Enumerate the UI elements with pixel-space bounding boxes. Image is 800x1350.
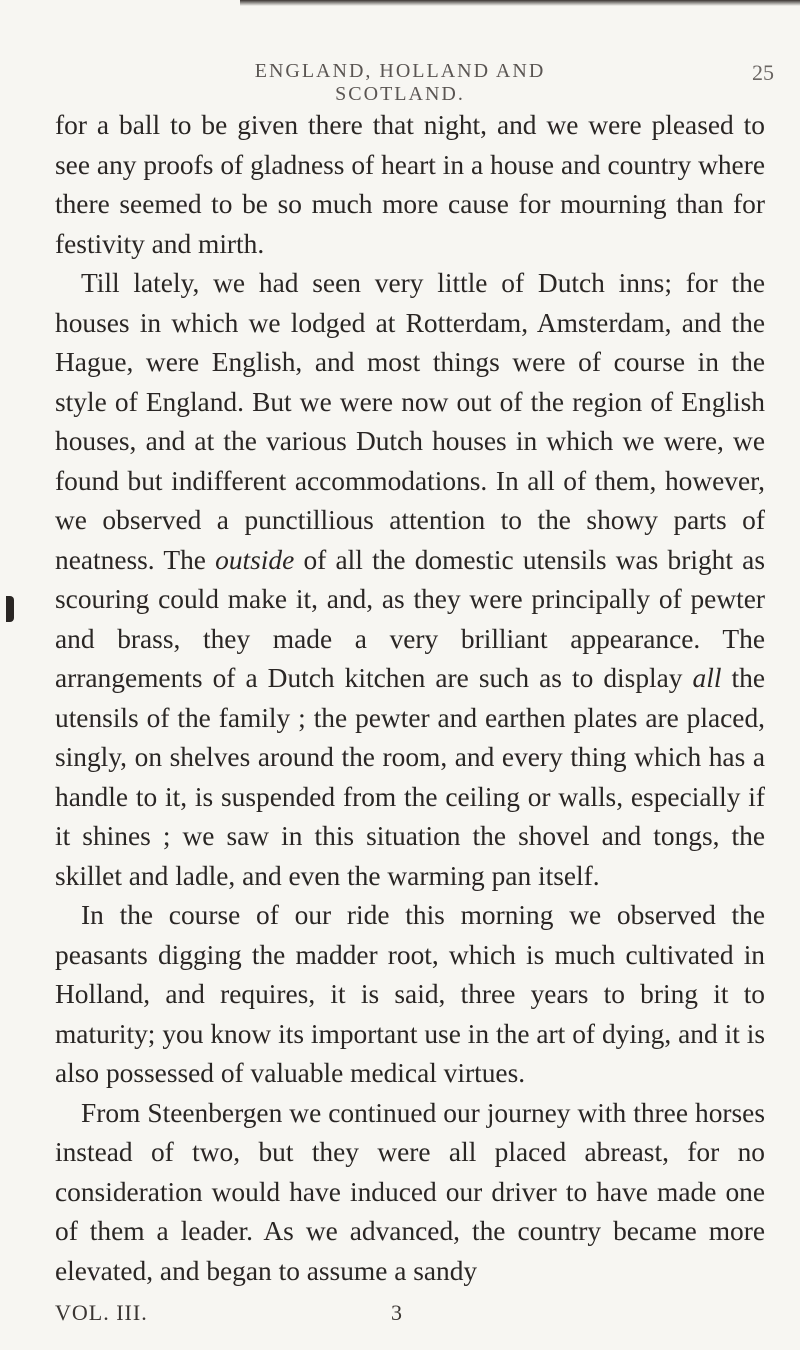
volume-label: VOL. III.	[55, 1300, 148, 1325]
signature-mark: 3	[391, 1300, 403, 1325]
page-footer	[55, 1300, 765, 1330]
italic-text-span: all	[692, 663, 722, 693]
text-span: of all the domestic utensils was bright as scouring could make it, and, as they were principally of pewter and brass, they made a very brilliant appearance. The arrangements of a Dutch kitchen are such as to display	[55, 544, 765, 693]
scan-artifact-mark	[6, 596, 14, 622]
italic-text-span: outside	[215, 544, 295, 575]
paragraph	[55, 264, 765, 896]
body-text	[55, 106, 765, 1291]
text-span: Till lately, we had seen very little of Dutch inns; for the houses in which we lodged at Rotterdam, Amsterdam, and the Hague, were English, and most things were of course in the style of England. But we were now out of the region of English houses, and at the various Dutch houses in which we were, we found but indifferent accommodations. In all of them, however, we observed a punctillious attention to the showy parts of neatness. The	[55, 268, 765, 575]
paragraph	[55, 896, 765, 1094]
paragraph	[55, 1094, 765, 1292]
paragraph	[55, 106, 765, 264]
text-span: the utensils of the family ; the pewter and earthen plates are placed, singly, on shelves around the room, and every thing which has a handle to it, is suspended from the ceiling or walls, especially if it shines ; we saw in this situation the shovel and tongs, the skillet and ladle, and even the warming pan itself.	[55, 663, 765, 891]
text-span: for a ball to be given there that night, and we were pleased to see any proofs of gladness of heart in a house and country where there seemed to be so much more cause for mourning than for festivity and mirth.	[55, 110, 765, 259]
running-head-title: ENGLAND, HOLLAND AND SCOTLAND.	[254, 60, 546, 105]
text-span: From Steenbergen we continued our journey with three horses instead of two, but they were all placed abreast, for no consideration would have induced our driver to have made one of them a leader. As we advanced, the country became more elevated, and began to assume a sandy	[55, 1097, 765, 1286]
running-head	[0, 60, 800, 105]
page-number: 25	[752, 60, 774, 85]
text-span: In the course of our ride this morning we observed the peasants digging the madder root, which is much cultivated in Holland, and requires, it is said, three years to bring it to maturity; you know its important use in the art of dying, and it is also possessed of valuable medical virtues.	[55, 900, 765, 1088]
